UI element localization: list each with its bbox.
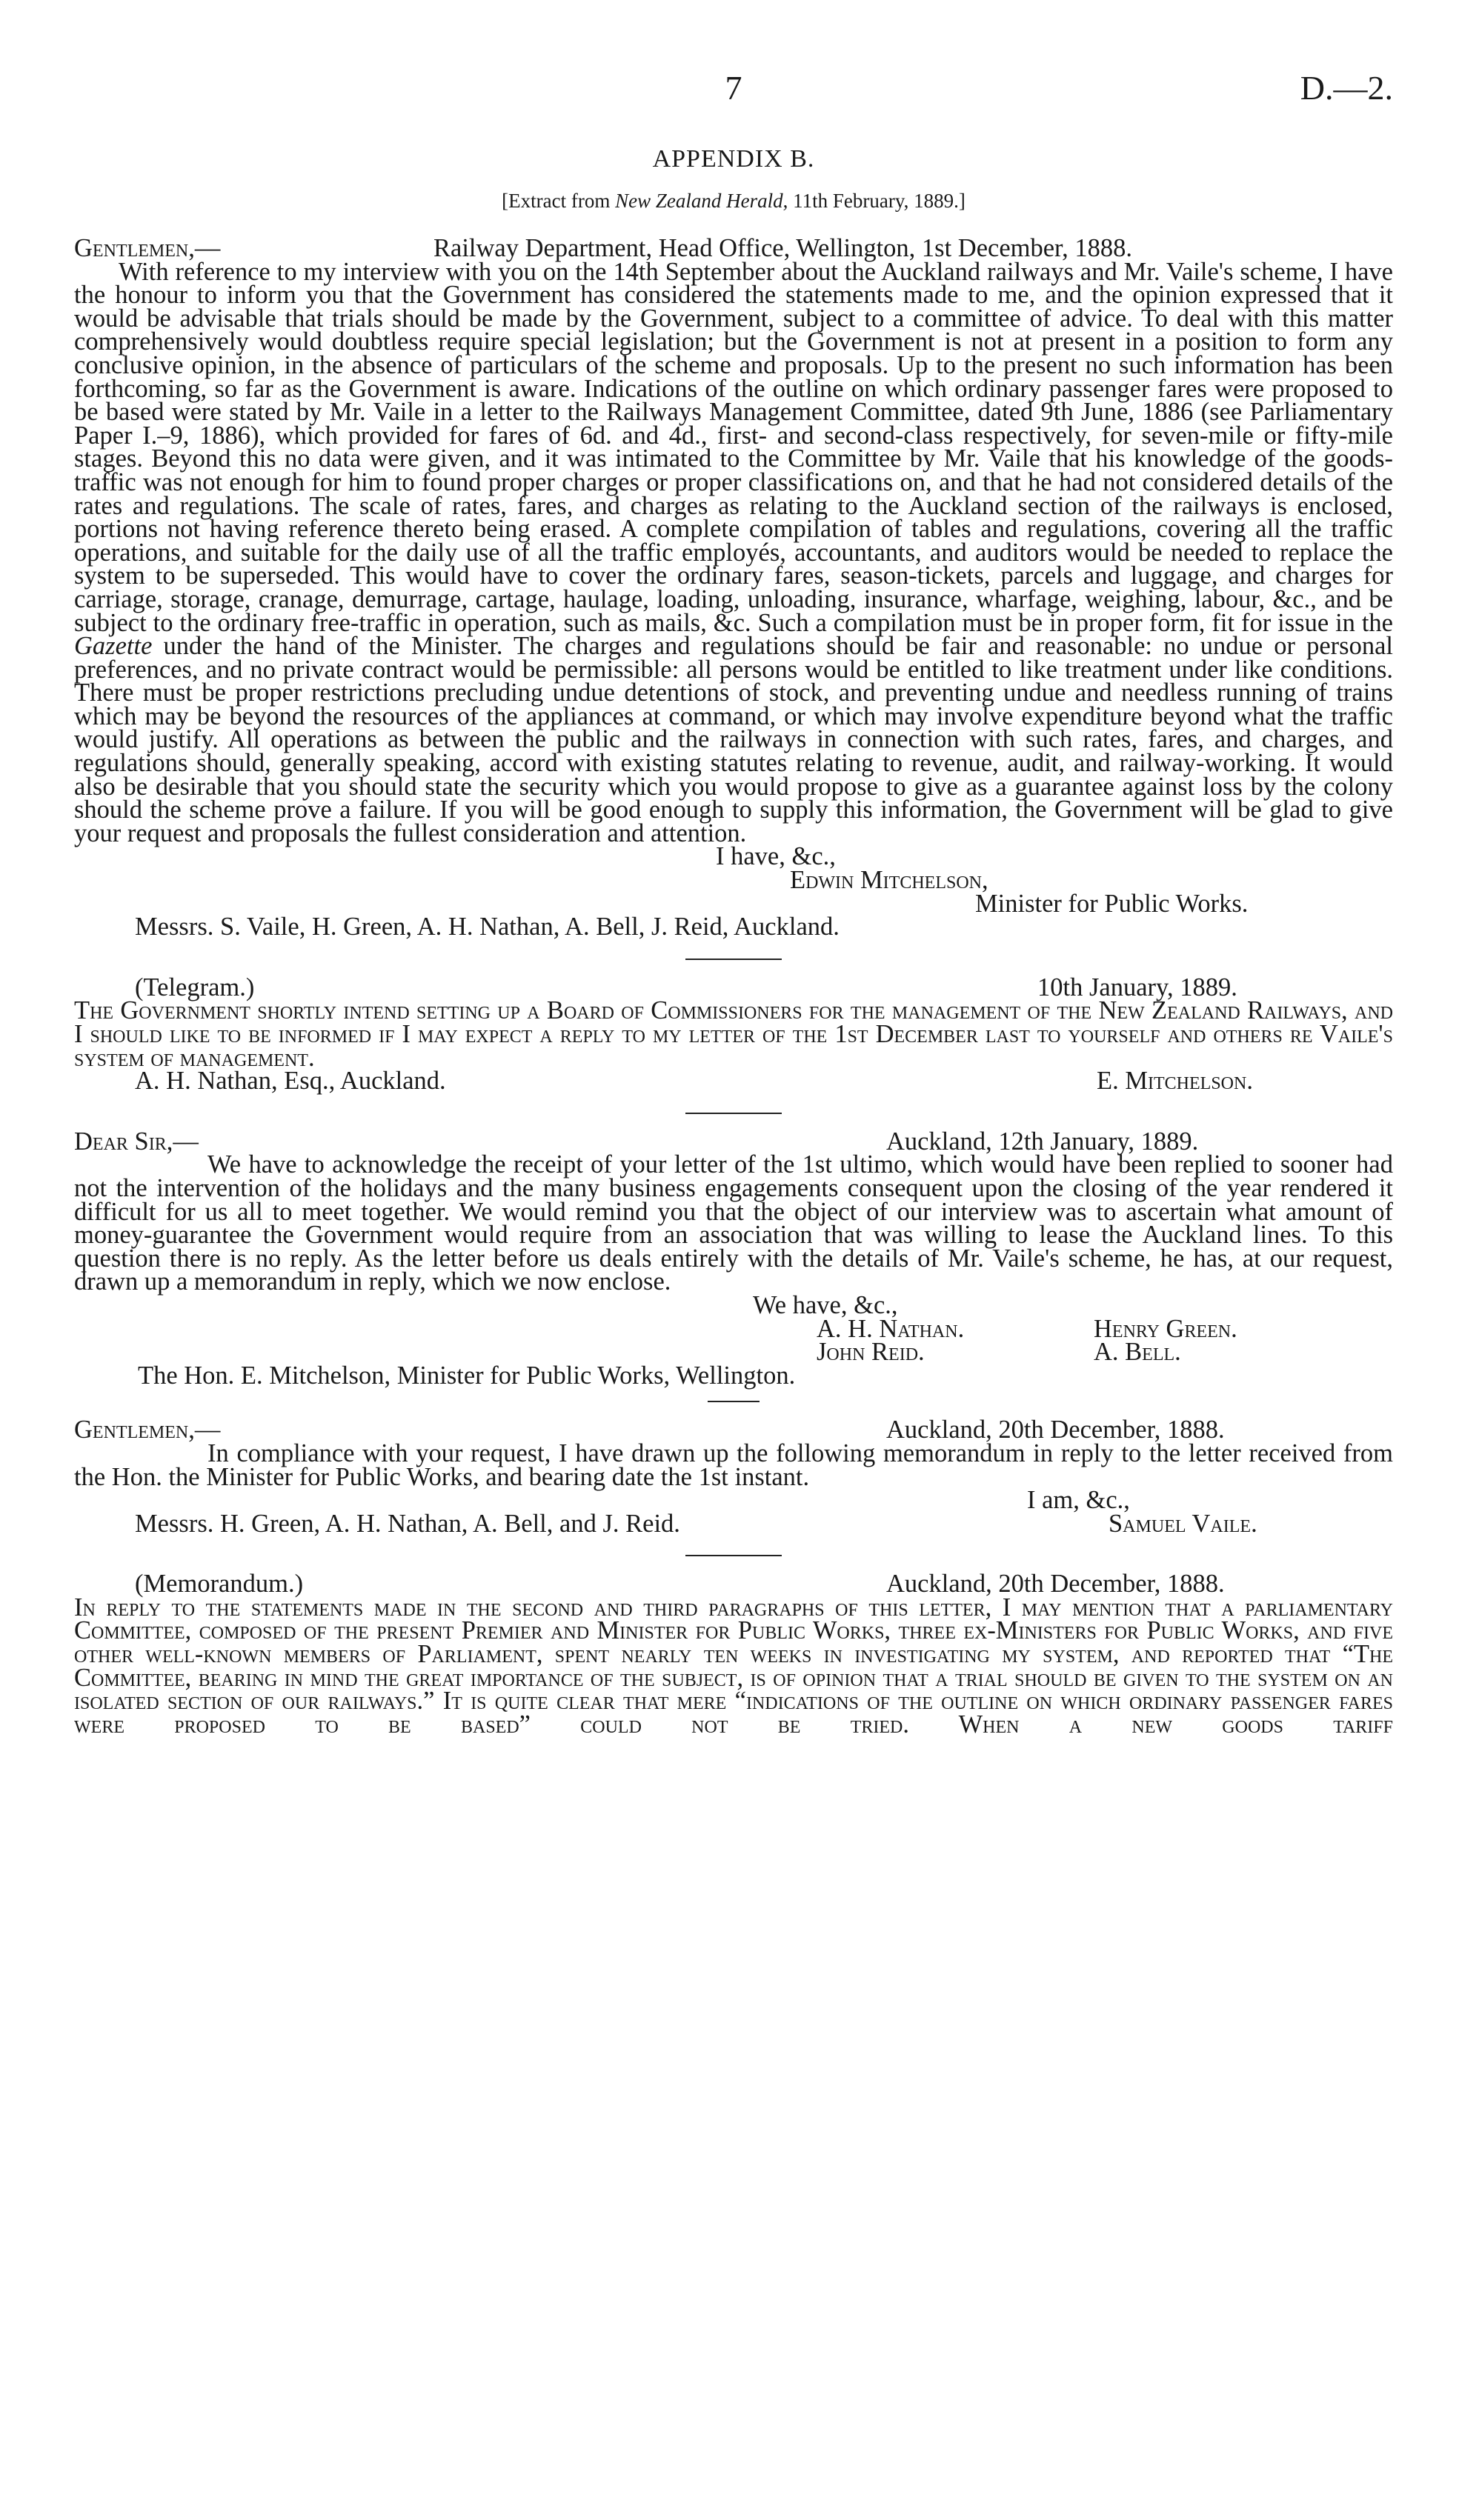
letter2-body: We have to acknowledge the receipt of your letter of the 1st ultimo, which would have been replied to sooner had not the intervention of the holidays and the many business engagements consequent upon the closing of the year rendered it difficult for us all to meet together. We would remind you that the object of our interview was to ascertain what amount of money-guarantee the Government would require from an association that was willing to lease the Auckland lines. To this question there is no reply. As the letter before us deals entirely with the details of Mr. Vaile's scheme, he has, at our request, drawn up a memorandum in reply, which we now enclose. (74, 1150, 1393, 1296)
memorandum-place-date: Auckland, 20th December, 1888. (886, 1570, 1225, 1599)
extract-prefix: [Extract from (502, 190, 616, 212)
divider (685, 959, 782, 960)
extract-source: New Zealand Herald (615, 190, 783, 212)
letter1-body-cont: under the hand of the Minister. The charges and regulations should be fair and reasonable: no undue or personal preferences, and no private contract would be permissible: all persons would be entitled to like treatment under like conditions. There must be proper restrictions precluding undue detentions of stock, and preventing undue and needless running of trains which may be beyond the resources of the appliances at command, or which may involve expenditure beyond what the traffic would justify. All operations as between the public and the railways in connection with such rates, fares, and charges, and regulations should, generally speaking, accord with existing statutes relating to revenue, audit, and railway-working. It would also be desirable that you should state the security which you would propose to give as a guarantee against loss by the colony should the scheme prove a failure. If you will be good enough to supply this information, the Government will be glad to give your request and proposals the fullest consideration and attention. (74, 632, 1393, 847)
letter2-place-date: Auckland, 12th January, 1889. (886, 1127, 1199, 1156)
extract-suffix: , 11th February, 1889.] (782, 190, 965, 212)
letter3-signer: Samuel Vaile. (1109, 1509, 1257, 1538)
letter2-signer-2: Henry Green. (1094, 1314, 1237, 1343)
divider (685, 1555, 782, 1556)
letter3-body: In compliance with your request, I have drawn up the following memorandum in reply to the letter received from the Hon. the Minister for Public Works, and bearing date the 1st instant. (74, 1439, 1393, 1491)
telegram-body (74, 996, 1393, 1072)
document-code: D.—2. (1300, 69, 1393, 107)
page-number: 7 (725, 69, 742, 107)
letter3-addressee: Messrs. H. Green, A. H. Nathan, A. Bell, and J. Reid. (135, 1509, 680, 1538)
letter1-body (74, 257, 1393, 847)
letter3-closing: I am, &c., (1027, 1486, 1130, 1515)
letter1-signer: Edwin Mitchelson, (790, 866, 988, 895)
letter1-signer-title: Minister for Public Works. (975, 889, 1249, 918)
letter1-body-text: With reference to my interview with you on the 14th September about the Auckland railways and Mr. Vaile's scheme, I have the honour to inform you that the Government has considered the statements made to me, and the opinion expressed that it would be advisable that trials should be made by the Government, subject to a committee of advice. To deal with this matter comprehensively would doubtless require special legislation; but the Government is not at present in a position to form any conclusive opinion, in the absence of particulars of the scheme and proposals. Up to the present no such information has been forthcoming, so far as the Government is aware. Indications of the outline on which ordinary passenger fares were proposed to be based were stated by Mr. Vaile in a letter to the Railways Management Committee, dated 9th June, 1886 (see Parliamentary Paper I.–9, 1886), which provided for fares of 6d. and 4d., first- and second-class respectively, for seven-mile or fifty-mile stages. Beyond this no data were given, and it was intimated to the Committee by Mr. Vaile that his knowledge of the goods-traffic was not enough for him to found proper charges or proper classifications on, and that he had not considered details of the rates and regulations. The scale of rates, fares, and charges as relating to the Auckland section of the railways is enclosed, portions not having reference thereto being erased. A complete compilation of tables and regulations, covering all the traffic operations, and suitable for the daily use of all the traffic employés, accountants, and auditors would be needed to replace the system to be superseded. This would have to cover the ordinary fares, season-tickets, parcels and luggage, and charges for carriage, storage, cranage, demurrage, cartage, haulage, loading, unloading, insurance, wharfage, weighing, labour, &c., and be subject to the ordinary free-traffic in operation, such as mails, &c. Such a compilation must be in proper form, fit for issue in the (74, 257, 1393, 637)
letter3-footer (74, 1509, 1393, 1538)
document-body (74, 234, 1393, 1739)
appendix-title: APPENDIX B. (652, 145, 815, 173)
telegram-date: 10th January, 1889. (1037, 973, 1237, 1001)
letter2-addressee: The Hon. E. Mitchelson, Minister for Public Works, Wellington. (138, 1361, 796, 1390)
memorandum-body (74, 1593, 1393, 1739)
letter2-signers-row2 (74, 1338, 1393, 1367)
telegram-footer (74, 1067, 1393, 1096)
divider (685, 1113, 782, 1114)
telegram-label: (Telegram.) (135, 973, 255, 1001)
letter2-signer-1: A. H. Nathan. (817, 1314, 965, 1343)
letter2-signers-row1 (74, 1314, 1393, 1343)
extract-note (74, 190, 1393, 213)
letter2-closing: We have, &c., (753, 1290, 898, 1319)
letter2-signer-3: John Reid. (817, 1338, 925, 1367)
letter1-gazette: Gazette (74, 632, 153, 661)
document-page (74, 0, 1393, 2520)
telegram-addressee: A. H. Nathan, Esq., Auckland. (135, 1067, 446, 1096)
memorandum-body-text: In reply to the statements made in the second and third paragraphs of this letter, I may mention that a parliamentary Committee, composed of the present Premier and Minister for Public Works, three ex-Ministers for Public Works, and five other well-known members of Parliament, spent nearly ten weeks in investigating my system, and reported that “The Committee, bearing in mind the great importance of the subject, is of opinion that a trial should be given to the system on an isolated section of our railways.” It is quite clear that mere “indications of the outline on which ordinary passenger fares were proposed to be based” could not be tried. When a new goods tariff (74, 1593, 1393, 1739)
letter1-salutation: Gentlemen,— (74, 234, 221, 262)
letter1-closing: I have, &c., (716, 842, 836, 871)
letter2-salutation: Dear Sir,— (74, 1127, 199, 1156)
page-header (74, 68, 1393, 120)
letter1-place-date: Railway Department, Head Office, Wellington, 1st December, 1888. (433, 234, 1133, 262)
telegram-signer: E. Mitchelson. (1097, 1067, 1253, 1096)
divider (708, 1401, 760, 1402)
letter3-salutation: Gentlemen,— (74, 1416, 221, 1444)
memorandum-label: (Memorandum.) (135, 1570, 304, 1599)
letter3-place-date: Auckland, 20th December, 1888. (886, 1416, 1225, 1444)
letter1-addressee: Messrs. S. Vaile, H. Green, A. H. Nathan, A. Bell, J. Reid, Auckland. (135, 913, 840, 941)
letter2-signer-4: A. Bell. (1094, 1338, 1181, 1367)
telegram-body-text: The Government shortly intend setting up a Board of Commissioners for the management of the New Zealand Railways, and I should like to be informed if I may expect a reply to my letter of the 1st December last to yourself and others re Vaile's system of management. (74, 996, 1393, 1072)
